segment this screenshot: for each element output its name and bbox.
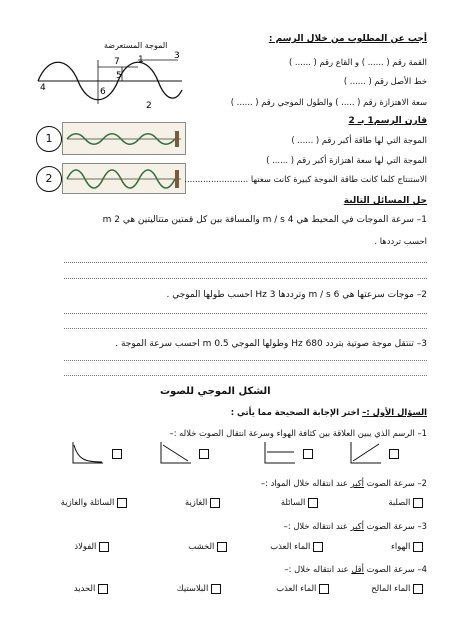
q4-option-plastic[interactable] [177, 583, 221, 594]
question-heading-label: السؤال الأول :– [362, 407, 427, 417]
option-checkbox[interactable] [98, 584, 108, 594]
question-4-keyword: أقل [351, 564, 364, 574]
question-4-prefix: 4– سرعة الصوت [364, 564, 427, 574]
q2-option-gas[interactable] [185, 497, 220, 508]
question-heading [231, 407, 427, 418]
answer-line [64, 262, 427, 263]
question-1: 1– الرسم الذي يبين العلاقة بين كثافة الهواء وسرعة انتقال الصوت خلاله :– [169, 428, 427, 438]
option-label: البلاستيك [176, 583, 209, 593]
graph-horizontal-line [262, 440, 298, 466]
answer-line [64, 328, 427, 329]
conclusion-line: الاستنتاج كلما كانت طاقة الموجة كبيرة كانت سعتها ........................ [184, 174, 427, 184]
problem-2: 2– موجات سرعتها هي 6 m / s وترددها 3 Hz احسب طولها الموجي . [166, 290, 427, 300]
q4-option-iron[interactable] [74, 583, 108, 594]
wave-image-2 [62, 163, 186, 194]
option-checkbox[interactable] [217, 542, 227, 552]
problem-1: 1– سرعة الموجات في المحيط هي 4 m / s والمسافة بين كل قمتين متتاليتين هي 2 m [102, 215, 427, 225]
q3-option-steel[interactable] [74, 541, 109, 552]
question-2-keyword: أكبر [350, 478, 364, 488]
q3-option-air[interactable] [391, 541, 423, 552]
graph-option-checkbox[interactable] [389, 449, 399, 459]
q2-option-liquid-gas[interactable] [61, 497, 127, 508]
question-2-suffix: عند انتقاله خلال المواد :– [260, 478, 351, 488]
q3-option-wood[interactable] [188, 541, 227, 552]
option-checkbox[interactable] [99, 542, 109, 552]
wave-label: 4 [40, 83, 46, 93]
figure-number-2: 2 [36, 166, 62, 192]
option-checkbox[interactable] [210, 498, 220, 508]
q4-option-fresh-water[interactable] [276, 583, 329, 594]
wave-title: الموجة المستعرضة [104, 41, 168, 50]
wave-image-1 [62, 122, 186, 155]
graph-option-checkbox[interactable] [199, 449, 209, 459]
answer-line [64, 278, 427, 279]
option-label: الحديد [73, 583, 96, 593]
problem-3: 3– تنتقل موجة صوتية بتردد 680 Hz وطولها الموجي 0.5 m احسب سرعة الموجة . [115, 339, 427, 349]
wave-label: 6 [100, 87, 106, 97]
question-baseline: خط الأصل رقم ( ...... ) [343, 76, 427, 86]
question-crest-trough: القمة رقم ( ...... ) و القاع رقم ( ...... ) [288, 57, 427, 67]
option-label: السائلة [280, 497, 306, 507]
transverse-wave-diagram [30, 50, 190, 112]
option-label: الماء العذب [270, 541, 311, 551]
question-larger-amplitude: الموجة التي لها سعة اهتزازة أكبر رقم ( ...... ) [266, 155, 427, 165]
option-label: الماء المالح [371, 583, 411, 593]
option-label: الخشب [188, 541, 215, 551]
option-checkbox[interactable] [319, 584, 329, 594]
q2-option-solid[interactable] [388, 497, 423, 508]
q3-option-fresh-water[interactable] [270, 541, 323, 552]
option-label: الماء العذب [276, 583, 317, 593]
answer-line [64, 375, 427, 376]
graph-option-checkbox[interactable] [303, 449, 313, 459]
answer-line [64, 360, 427, 361]
option-checkbox[interactable] [117, 498, 127, 508]
option-checkbox[interactable] [308, 498, 318, 508]
part2-title: الشكل الموجي للصوت [160, 386, 271, 397]
answer-line [64, 313, 427, 314]
question-heading-text: اختر الإجابة الصحيحة مما يأتي : [230, 407, 360, 417]
graph-option-checkbox[interactable] [112, 449, 122, 459]
question-amplitude-wavelength: سعة الاهتزازة رقم ( ..... ) والطول الموجي رقم ( ...... ) [230, 97, 427, 107]
q2-option-liquid[interactable] [281, 497, 318, 508]
q4-option-salt-water[interactable] [371, 583, 423, 594]
wave-label: 3 [174, 51, 180, 61]
question-3-suffix: عند انتقاله خلال :– [283, 521, 351, 531]
option-label: الفولاذ [74, 541, 97, 551]
option-label: السائلة والغازية [60, 497, 115, 507]
option-checkbox[interactable] [313, 542, 323, 552]
question-4 [284, 564, 427, 575]
section-heading-diagram: أجب عن المطلوب من خلال الرسم : [268, 34, 427, 44]
question-3-prefix: 3– سرعة الصوت [364, 521, 427, 531]
wave-label: 1 [138, 55, 144, 65]
graph-decreasing-curve [70, 440, 106, 466]
question-3 [284, 521, 427, 532]
problems-heading: حل المسائل التالية [343, 196, 427, 206]
option-label: الغازية [184, 497, 208, 507]
option-checkbox[interactable] [413, 542, 423, 552]
graph-decreasing-line [158, 440, 194, 466]
option-checkbox[interactable] [413, 498, 423, 508]
wave-label: 7 [114, 57, 120, 67]
figure-number-1: 1 [36, 126, 62, 152]
question-3-keyword: أكبر [350, 521, 364, 531]
question-2-prefix: 2– سرعة الصوت [364, 478, 427, 488]
compare-heading: قارن الرسم1 بـ 2 [348, 116, 427, 126]
wave-label: 2 [146, 101, 152, 111]
graph-increasing-line [348, 440, 384, 466]
option-label: الهواء [390, 541, 411, 551]
option-checkbox[interactable] [413, 584, 423, 594]
option-label: الصلبة [388, 497, 411, 507]
question-2 [261, 478, 427, 489]
problem-1-task: احسب ترددها . [374, 236, 427, 246]
question-4-suffix: عند انتقاله خلال :– [284, 564, 352, 574]
wave-label: 5 [116, 71, 122, 81]
question-more-energy: الموجة التي لها طاقة أكبر رقم ( ...... ) [291, 135, 427, 145]
option-checkbox[interactable] [211, 584, 221, 594]
